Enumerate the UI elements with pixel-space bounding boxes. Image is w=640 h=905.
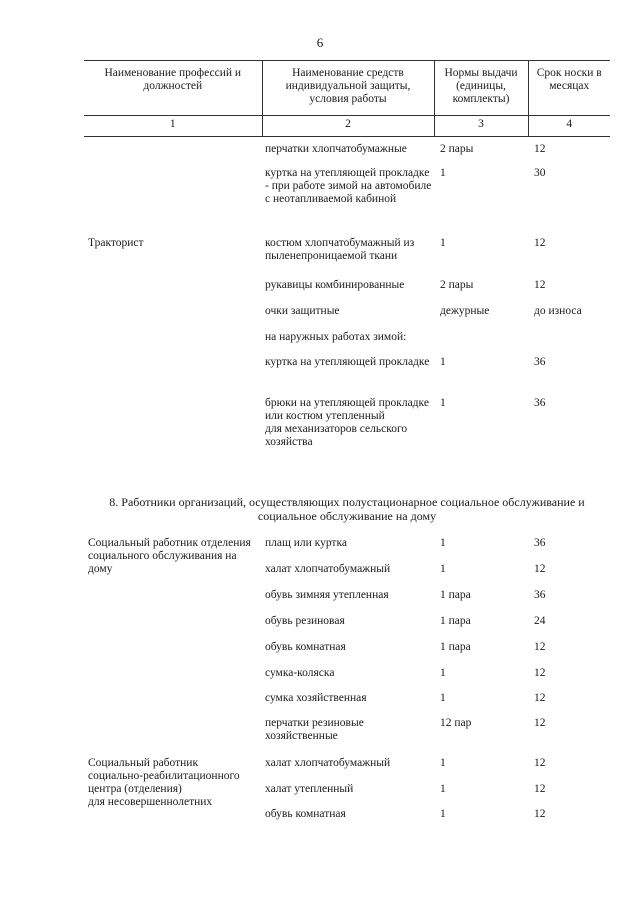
item-cell: плащ или куртка xyxy=(265,537,347,549)
table-header xyxy=(84,60,610,137)
term-cell: 36 xyxy=(534,589,546,601)
norm-cell: 2 пары xyxy=(440,279,474,291)
header-profession: Наименование профессий и должностей xyxy=(84,61,262,116)
term-cell: 30 xyxy=(534,167,546,179)
norm-cell: 1 xyxy=(440,563,446,575)
column-number-1: 1 xyxy=(84,116,262,137)
page-number: 6 xyxy=(316,35,324,50)
term-cell: 12 xyxy=(534,237,546,249)
item-cell: брюки на утепляющей прокладке или костюм утепленный для механизаторов сельского хозяйства xyxy=(265,397,429,448)
item-cell: обувь комнатная xyxy=(265,808,346,820)
item-cell: обувь резиновая xyxy=(265,615,345,627)
column-number-3: 3 xyxy=(434,116,528,137)
term-cell: 12 xyxy=(534,717,546,729)
norm-cell: 1 xyxy=(440,397,446,409)
item-cell: обувь комнатная xyxy=(265,641,346,653)
term-cell: 36 xyxy=(534,537,546,549)
item-cell: перчатки резиновые хозяйственные xyxy=(265,717,364,742)
term-cell: до износа xyxy=(534,305,582,317)
column-number-4: 4 xyxy=(528,116,610,137)
item-cell: костюм хлопчатобумажный из пыленепроницаемой ткани xyxy=(265,237,415,262)
norm-cell: 1 xyxy=(440,537,446,549)
item-cell: сумка-коляска xyxy=(265,667,335,679)
item-cell: рукавицы комбинированные xyxy=(265,279,405,291)
subheading-cell: на наружных работах зимой: xyxy=(265,331,407,343)
norm-cell: 1 xyxy=(440,237,446,249)
item-cell: халат утепленный xyxy=(265,783,354,795)
item-cell: перчатки хлопчатобумажные xyxy=(265,143,407,155)
norm-cell: 1 пара xyxy=(440,641,471,653)
norm-cell: 1 xyxy=(440,783,446,795)
item-cell: куртка на утепляющей прокладке xyxy=(265,356,430,368)
header-wear-term: Срок носки в месяцах xyxy=(528,61,610,116)
item-cell: очки защитные xyxy=(265,305,340,317)
item-cell: обувь зимняя утепленная xyxy=(265,589,389,601)
norm-cell: дежурные xyxy=(440,305,490,317)
column-number-2: 2 xyxy=(262,116,434,137)
norm-cell: 1 пара xyxy=(440,589,471,601)
term-cell: 12 xyxy=(534,641,546,653)
profession-cell: Тракторист xyxy=(88,237,144,249)
profession-cell: Социальный работник отделения социального обслуживания на дому xyxy=(88,537,251,575)
norm-cell: 1 пара xyxy=(440,615,471,627)
item-cell: халат хлопчатобумажный xyxy=(265,757,391,769)
term-cell: 12 xyxy=(534,143,546,155)
norm-cell: 1 xyxy=(440,356,446,368)
item-cell: сумка хозяйственная xyxy=(265,692,367,704)
term-cell: 12 xyxy=(534,808,546,820)
term-cell: 12 xyxy=(534,667,546,679)
term-cell: 12 xyxy=(534,783,546,795)
norm-cell: 1 xyxy=(440,808,446,820)
item-cell: халат хлопчатобумажный xyxy=(265,563,391,575)
norm-cell: 1 xyxy=(440,667,446,679)
profession-cell: Социальный работник социально-реабилитационного центра (отделения) для несовершеннолетних xyxy=(88,757,240,808)
term-cell: 12 xyxy=(534,563,546,575)
term-cell: 24 xyxy=(534,615,546,627)
term-cell: 36 xyxy=(534,356,546,368)
item-cell: куртка на утепляющей прокладке - при работе зимой на автомобиле с неотапливаемой кабиной xyxy=(265,167,432,205)
term-cell: 12 xyxy=(534,692,546,704)
norm-cell: 1 xyxy=(440,757,446,769)
header-protection-means: Наименование средств индивидуальной защиты, условия работы xyxy=(262,61,434,116)
norm-cell: 1 xyxy=(440,692,446,704)
header-issue-norms: Нормы выдачи (единицы, комплекты) xyxy=(434,61,528,116)
norm-cell: 12 пар xyxy=(440,717,472,729)
norm-cell: 1 xyxy=(440,167,446,179)
term-cell: 12 xyxy=(534,757,546,769)
term-cell: 12 xyxy=(534,279,546,291)
term-cell: 36 xyxy=(534,397,546,409)
norm-cell: 2 пары xyxy=(440,143,474,155)
section-title: 8. Работники организаций, осуществляющих полустационарное социальное обслуживание и социальное обслуживание на дому xyxy=(109,495,585,523)
